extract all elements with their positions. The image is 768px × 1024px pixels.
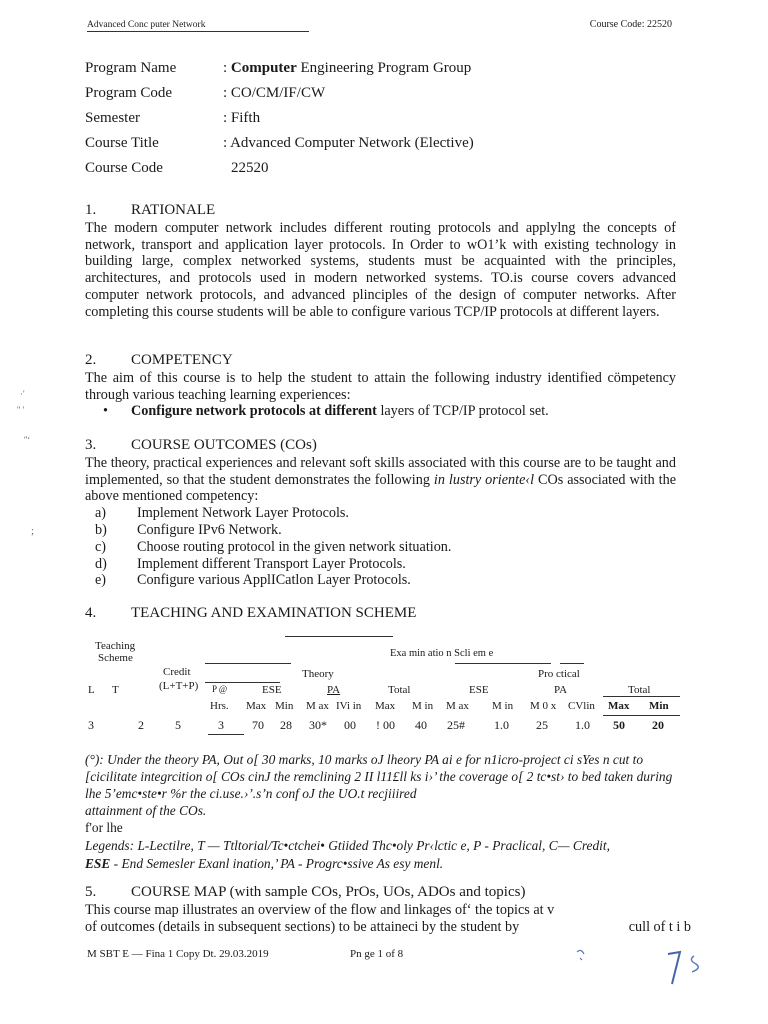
legend-line: Legends: L-Lectilre, T — Ttltorial/Tc•ctchei• Gtiided Thc•oly Pr‹lctic e, P - Praclical, C— Credit, <box>85 838 610 853</box>
teaching-section <box>85 605 676 623</box>
exam-scheme-label: Exa min atio n Scli em e <box>390 648 494 659</box>
info-label: Program Code <box>85 85 173 101</box>
teaching-scheme-label: Scheme <box>98 652 133 664</box>
col-header: Total <box>388 684 411 696</box>
col-header: ESE <box>469 684 489 696</box>
footer-copy-info: M SBT E — Fina 1 Copy Dt. 29.03.2019 <box>87 948 269 960</box>
divider <box>205 682 280 683</box>
scheme-notes <box>85 751 676 872</box>
bullet-bold: Configure network protocols at different <box>131 403 377 420</box>
info-row <box>85 83 474 108</box>
credit-label: (L+T+P) <box>159 680 199 692</box>
scheme-table <box>85 632 685 737</box>
list-text: Configure various ApplICatlon Layer Protocols. <box>137 572 411 589</box>
info-prefix: : <box>223 60 231 76</box>
info-row <box>85 108 474 133</box>
section-heading <box>85 605 676 622</box>
col-header: L <box>88 684 95 696</box>
list-text: Configure IPv6 Network. <box>137 521 282 538</box>
competency-text: The aim of this course is to help the student to attain the following industry identified cömpetency through various teaching learning experiences: <box>85 369 676 403</box>
margin-mark: '' ' <box>17 405 25 415</box>
scheme-value: 28 <box>280 718 292 732</box>
section-number: 5. <box>85 884 97 900</box>
col-header: P @ <box>212 684 228 694</box>
info-value <box>223 108 260 133</box>
divider <box>603 715 680 716</box>
col-header: ESE <box>262 684 282 696</box>
list-text: Choose routing protocol in the given network situation. <box>137 538 452 555</box>
scheme-value: ! 00 <box>376 718 395 732</box>
scheme-value: 50 <box>613 718 625 732</box>
mm-header: M 0 x <box>530 700 557 712</box>
rationale-text: The modern computer network includes different routing protocols and applylng the concepts of network, transport and application layer protocols. In Order to wO1’k with existing technology in building large, complex networked systems, students must be acquainted with the principles, architectures, and protocols used in modern networked systems. TO.is course covers advanced computer network protocols, and advanced plinciples of the design of computer networks. After completing this course students will be able to configure various TCP/IP protocols at different layers. <box>85 219 676 320</box>
divider <box>455 663 551 664</box>
info-value <box>223 83 325 108</box>
course-map-text <box>85 919 691 936</box>
section-heading <box>85 202 676 219</box>
scheme-value: 1.0 <box>494 718 509 732</box>
info-prefix: : <box>223 135 231 151</box>
legend-line <box>85 855 676 872</box>
section-title: COMPETENCY <box>131 352 233 368</box>
list-marker: d) <box>95 555 107 572</box>
section-number: 1. <box>85 202 97 218</box>
mm-header: Max <box>246 700 267 712</box>
info-row <box>85 133 474 158</box>
course-map-section <box>85 884 691 935</box>
mm-header: IVi in <box>336 700 362 712</box>
divider <box>205 663 291 664</box>
list-marker: c) <box>95 538 107 555</box>
col-header: T <box>112 684 119 696</box>
divider <box>285 636 393 637</box>
list-text: Implement different Transport Layer Protocols. <box>137 555 406 572</box>
competency-bullet <box>85 403 676 420</box>
divider <box>208 734 244 735</box>
outcomes-text-b: COs associated with the above mentioned competency: <box>85 471 676 505</box>
mm-header: Min <box>649 700 669 712</box>
info-row <box>85 58 474 83</box>
list-marker: a) <box>95 505 107 522</box>
info-prefix: : <box>223 110 231 126</box>
info-label: Course Code <box>85 160 163 176</box>
info-value <box>223 158 269 183</box>
scheme-value: 2 <box>138 718 144 732</box>
info-text: 22520 <box>231 160 269 176</box>
course-map-line: of outcomes (details in subsequent sections) to be attaineci by the student by <box>85 918 520 935</box>
outcomes-text <box>85 455 676 505</box>
list-item <box>89 556 676 573</box>
pa-note: (°): Under the theory PA, Out o[ 30 marks, 10 marks oJ lheory PA ai e for n1icro-project ci sYes n cut to [cicilitate integrcition o[ COs cinJ the remclining 2 II l11£ll ks i›’ the coverage o[ 2 tc•st› to bed taken during lhe 5’emc•ste•r %r the ci.use.›’.s’n conf oJ the UO.t recjiiired <box>85 752 673 801</box>
section-title: COURSE OUTCOMES (COs) <box>131 437 317 453</box>
practical-label: Pro ctical <box>538 668 580 680</box>
scheme-value: 3 <box>218 718 224 732</box>
scheme-value: 70 <box>252 718 264 732</box>
section-heading <box>85 437 676 454</box>
for-the-note: f'or lhe <box>85 820 123 835</box>
section-heading <box>85 884 676 901</box>
info-prefix: : <box>223 85 231 101</box>
mm-header: CVlin <box>568 700 595 712</box>
info-text: Fifth <box>230 110 261 126</box>
list-item <box>89 505 676 522</box>
course-map-text: This course map illustrates an overview of the flow and linkages of‘ the topics at v <box>85 901 555 918</box>
mm-header: M ax <box>306 700 329 712</box>
rationale-section <box>85 202 676 321</box>
footer-page-number: Pn ge 1 of 8 <box>350 948 404 960</box>
section-title: COURSE MAP (with sample COs, PrOs, UOs, ADOs and topics) <box>131 884 526 900</box>
info-text: CO/CM/IF/CW <box>230 85 326 101</box>
divider <box>603 696 680 697</box>
credit-label: Credit <box>163 666 191 678</box>
scheme-value: 25 <box>536 718 548 732</box>
scheme-value: 30* <box>309 718 327 732</box>
col-header: Total <box>628 684 651 696</box>
bullet-dot: • <box>103 403 108 420</box>
scheme-value: 3 <box>88 718 94 732</box>
mm-header: Max <box>608 700 630 712</box>
competency-section <box>85 352 676 420</box>
scheme-value: 40 <box>415 718 427 732</box>
list-item <box>89 522 676 539</box>
scheme-value: 20 <box>652 718 664 732</box>
program-info <box>85 58 474 183</box>
attainment-note: attainment of the COs. <box>85 803 207 818</box>
outcomes-section <box>85 437 676 589</box>
bullet-rest: layers of TCP/IP protocol set. <box>376 403 549 420</box>
bullet-text <box>131 403 549 420</box>
section-heading <box>85 352 676 369</box>
hrs-label: Hrs. <box>210 700 229 712</box>
header-course-title: Advanced Conc puter Network <box>87 20 309 32</box>
scheme-value: 5 <box>175 718 181 732</box>
handwritten-mark <box>572 944 712 995</box>
scheme-value: 1.0 <box>575 718 590 732</box>
mm-header: Max <box>375 700 396 712</box>
theory-label: Theory <box>302 668 334 680</box>
info-value <box>223 58 471 83</box>
info-label: Course Title <box>85 135 159 151</box>
info-value <box>223 133 474 158</box>
header-course-code: Course Code: 22520 <box>589 19 672 30</box>
section-title: TEACHING AND EXAMINATION SCHEME <box>131 605 417 621</box>
section-number: 3. <box>85 437 97 453</box>
info-label: Program Name <box>85 60 177 76</box>
outcomes-text-italic: in lustry oriente‹l <box>433 471 535 488</box>
course-map-tail: cull of t i b <box>628 918 691 935</box>
scheme-value: 25# <box>447 718 465 732</box>
outcomes-text-a: The theory, practical experiences and relevant soft skills associated with this course are to be taught and implemented, so that the student demonstrates the following <box>85 454 676 488</box>
margin-mark: ·' <box>20 389 25 399</box>
mm-header: M in <box>492 700 514 712</box>
info-label: Semester <box>85 110 140 126</box>
section-title: RATIONALE <box>131 202 216 218</box>
mm-header: M in <box>412 700 434 712</box>
teaching-scheme-label: Teaching <box>95 640 136 652</box>
outcomes-list <box>85 505 676 589</box>
list-marker: b) <box>95 521 107 538</box>
list-marker: e) <box>95 572 107 589</box>
mm-header: M ax <box>446 700 469 712</box>
info-bold: Computer <box>230 60 297 76</box>
legend-bold: ESE <box>85 856 111 871</box>
list-item <box>89 572 676 589</box>
section-number: 2. <box>85 352 97 368</box>
legend-text: - End Semesler Exanl ination,’ PA - Progrc•ssive As esy menl. <box>110 856 444 871</box>
info-text: Engineering Program Group <box>296 60 472 76</box>
list-text: Implement Network Layer Protocols. <box>137 505 349 522</box>
divider <box>560 663 584 664</box>
col-header: PA <box>327 684 341 696</box>
col-header: PA <box>554 684 568 696</box>
info-row <box>85 158 474 183</box>
section-number: 4. <box>85 605 97 621</box>
list-item <box>89 539 676 556</box>
margin-mark: ''‘ <box>24 435 31 445</box>
info-text: Advanced Computer Network (Elective) <box>230 135 474 151</box>
margin-mark: ; <box>31 525 35 537</box>
mm-header: Min <box>275 700 294 712</box>
scheme-value: 00 <box>344 718 356 732</box>
